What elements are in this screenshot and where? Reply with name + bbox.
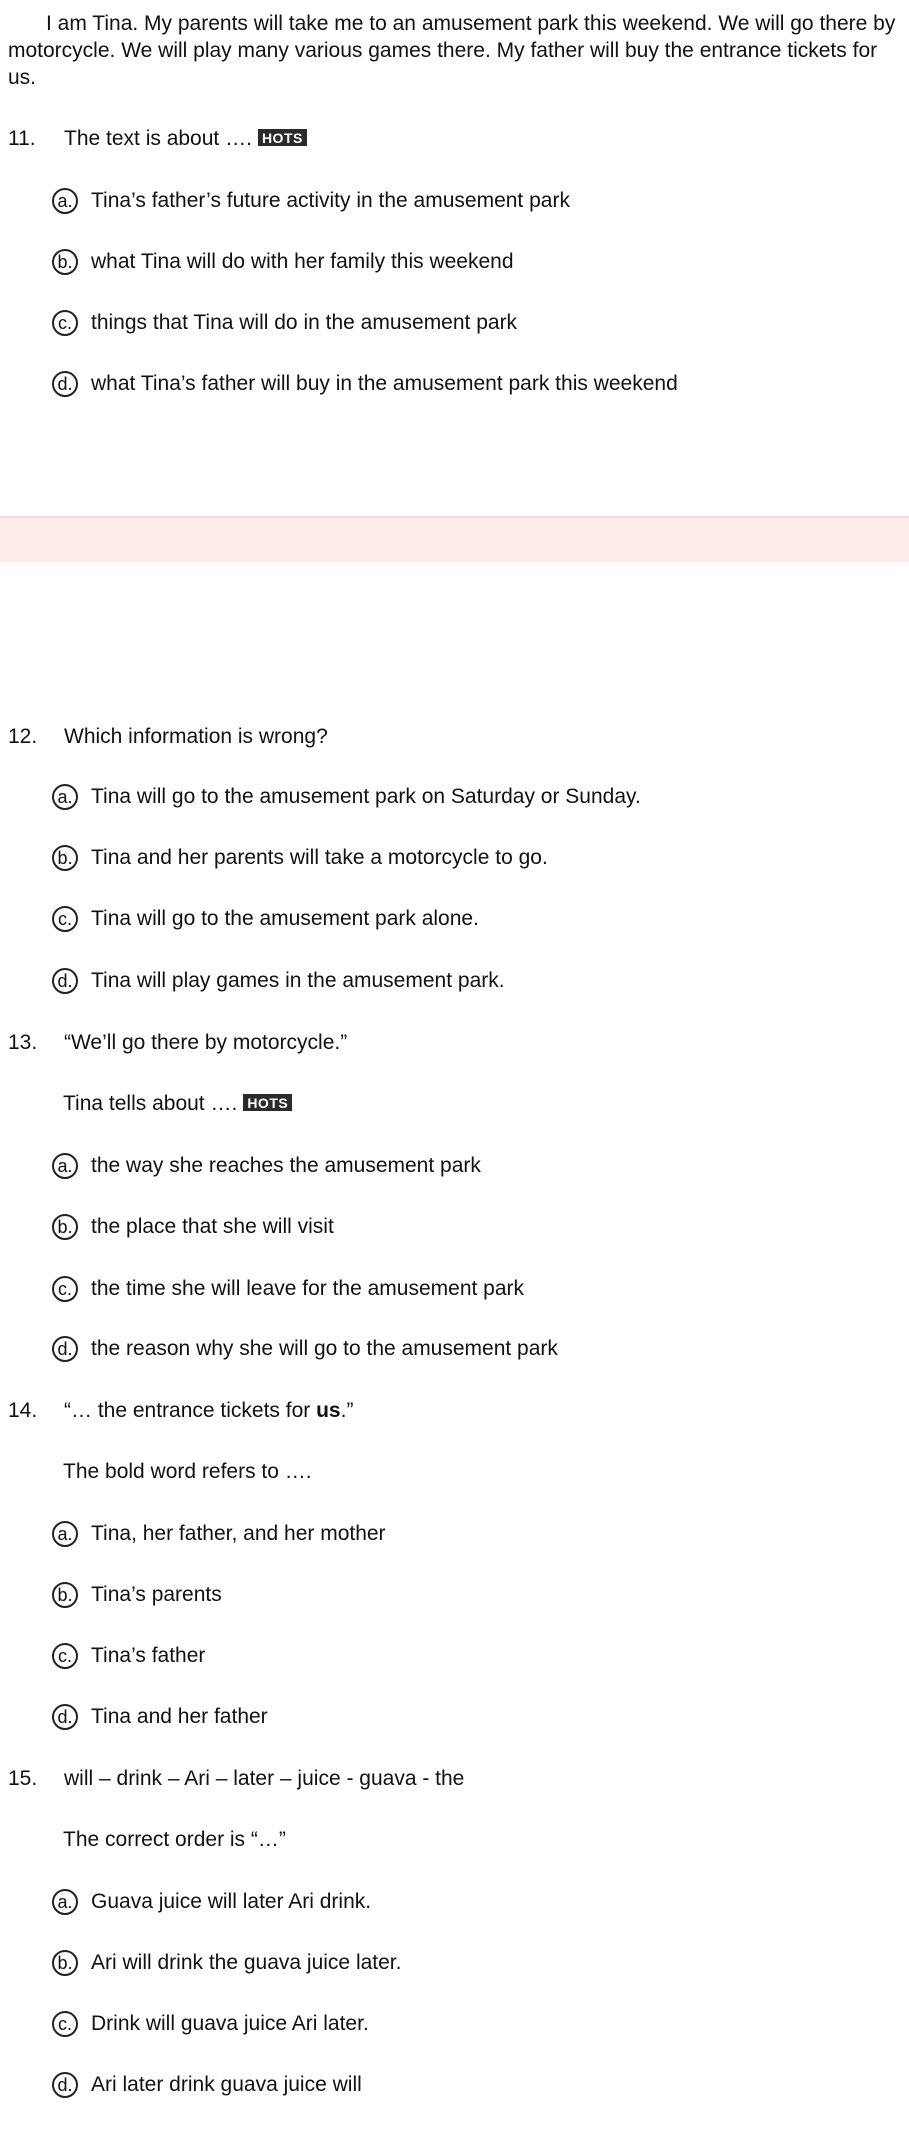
question-13-prompt [63, 1091, 292, 1117]
hots-badge: HOTS [243, 1094, 292, 1111]
option-15d[interactable] [52, 2070, 362, 2100]
question-text-start: “… the entrance tickets for [64, 1399, 317, 1422]
option-text: Tina’s parents [91, 1583, 222, 1606]
question-subtext: The bold word refers to …. [63, 1460, 312, 1483]
question-11 [8, 126, 307, 152]
option-letter: b. [52, 845, 78, 871]
option-text: Drink will guava juice Ari later. [91, 2012, 369, 2035]
question-number: 14. [8, 1399, 38, 1422]
option-letter: a. [52, 188, 78, 214]
question-number: 15. [8, 1767, 38, 1790]
option-text: Ari will drink the guava juice later. [91, 1951, 402, 1974]
page-divider-band [0, 516, 909, 562]
option-letter: b. [52, 1582, 78, 1608]
option-letter: a. [52, 784, 78, 810]
option-15a[interactable] [52, 1887, 371, 1917]
question-number: 13. [8, 1031, 38, 1054]
question-number: 11. [8, 127, 36, 150]
question-15-prompt [63, 1827, 286, 1853]
option-letter: d. [52, 2072, 78, 2098]
option-11a[interactable] [52, 186, 570, 216]
option-15c[interactable] [52, 2009, 369, 2039]
option-letter: c. [52, 906, 78, 932]
option-14b[interactable] [52, 1580, 222, 1610]
option-letter: b. [52, 249, 78, 275]
question-subtext: Tina tells about …. [63, 1092, 238, 1115]
option-letter: b. [52, 1950, 78, 1976]
question-14 [8, 1398, 353, 1424]
question-12 [8, 724, 328, 750]
option-14d[interactable] [52, 1702, 268, 1732]
option-12a[interactable] [52, 782, 641, 812]
option-11c[interactable] [52, 308, 517, 338]
option-letter: d. [52, 1704, 78, 1730]
option-13a[interactable] [52, 1151, 481, 1181]
option-text: Tina will play games in the amusement park. [91, 969, 505, 992]
option-13d[interactable] [52, 1334, 558, 1364]
option-text: Ari later drink guava juice will [91, 2073, 362, 2096]
option-text: the time she will leave for the amusement park [91, 1277, 525, 1300]
option-letter: a. [52, 1521, 78, 1547]
question-text: will – drink – Ari – later – juice - guava - the [64, 1767, 465, 1790]
option-text: Guava juice will later Ari drink. [91, 1890, 372, 1913]
question-text-end: .” [340, 1399, 354, 1422]
question-13 [8, 1030, 347, 1056]
option-11b[interactable] [52, 247, 514, 277]
option-14c[interactable] [52, 1641, 205, 1671]
option-letter: a. [52, 1889, 78, 1915]
option-12b[interactable] [52, 843, 548, 873]
option-text: Tina’s father [91, 1644, 206, 1667]
option-letter: d. [52, 371, 78, 397]
option-letter: c. [52, 1643, 78, 1669]
option-text: Tina, her father, and her mother [91, 1522, 386, 1545]
option-text: what Tina’s father will buy in the amusement park this weekend [91, 372, 678, 395]
option-letter: c. [52, 2011, 78, 2037]
option-14a[interactable] [52, 1519, 386, 1549]
option-letter: d. [52, 1336, 78, 1362]
hots-badge: HOTS [258, 129, 307, 146]
option-13b[interactable] [52, 1212, 334, 1242]
option-text: the way she reaches the amusement park [91, 1154, 481, 1177]
question-text: Which information is wrong? [64, 725, 328, 748]
option-text: what Tina will do with her family this weekend [91, 250, 514, 273]
option-12d[interactable] [52, 966, 505, 996]
question-bold-word: us [316, 1399, 341, 1422]
option-11d[interactable] [52, 369, 678, 399]
option-letter: d. [52, 968, 78, 994]
option-text: the place that she will visit [91, 1215, 334, 1238]
option-12c[interactable] [52, 904, 479, 934]
option-text: the reason why she will go to the amusement park [91, 1337, 558, 1360]
question-subtext: The correct order is “…” [63, 1828, 286, 1851]
question-15 [8, 1766, 464, 1792]
question-number: 12. [8, 725, 38, 748]
option-text: Tina and her parents will take a motorcycle to go. [91, 846, 548, 869]
question-14-prompt [63, 1459, 312, 1485]
option-letter: c. [52, 1276, 78, 1302]
option-text: Tina’s father’s future activity in the amusement park [91, 189, 570, 212]
option-letter: b. [52, 1214, 78, 1240]
option-text: Tina and her father [91, 1705, 268, 1728]
option-15b[interactable] [52, 1948, 401, 1978]
option-letter: a. [52, 1153, 78, 1179]
question-text: The text is about …. [64, 127, 252, 150]
option-letter: c. [52, 310, 78, 336]
option-text: things that Tina will do in the amusement park [91, 311, 518, 334]
question-text: “We’ll go there by motorcycle.” [64, 1031, 348, 1054]
option-text: Tina will go to the amusement park on Saturday or Sunday. [91, 785, 641, 808]
reading-passage: I am Tina. My parents will take me to an amusement park this weekend. We will go there by motorcycle. We will play many various games there. My father will buy the entrance tickets for us. [8, 12, 896, 89]
option-13c[interactable] [52, 1274, 524, 1304]
option-text: Tina will go to the amusement park alone. [91, 907, 479, 930]
